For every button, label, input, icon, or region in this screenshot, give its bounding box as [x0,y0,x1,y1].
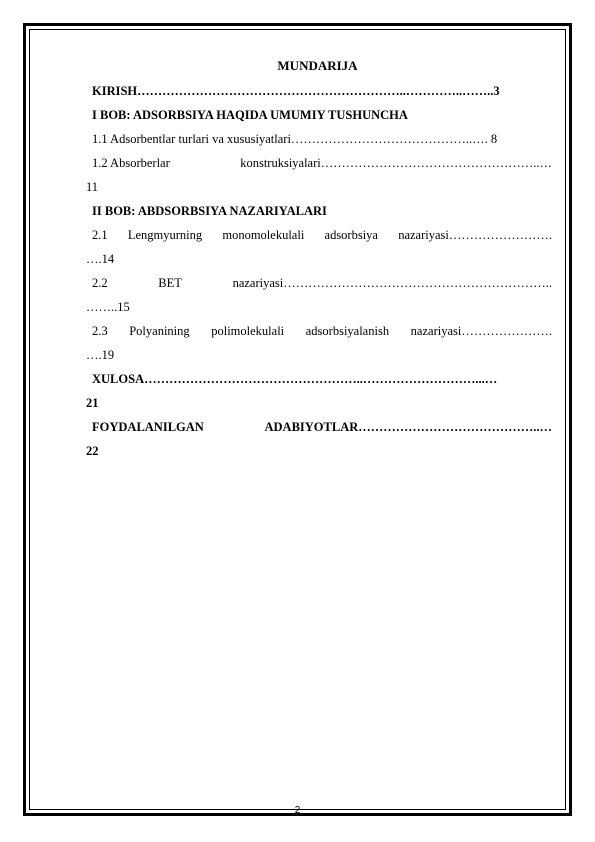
toc-word: 2.3 [92,324,108,338]
toc-entry-2-1[interactable] [92,227,552,243]
toc-entry-1-2-label: 1.2 Absorberlar [92,156,170,170]
toc-entry-xulosa-page: 21 [86,396,99,410]
toc-entry-1-1[interactable]: 1.1 Adsorbentlar turlari va xususiyatlari……………………………………..…. 8 [92,132,498,146]
toc-word: nazariyasi……………………………………………………….. [232,276,552,290]
toc-word: 2.2 [92,276,108,290]
toc-word: Polyanining [129,324,190,338]
toc-entry-2-3[interactable] [92,323,552,339]
toc-word: adsorbsiyalanish [305,324,390,338]
toc-heading-chapter-1[interactable]: I BOB: ADSORBSIYA HAQIDA UMUMIY TUSHUNCHA [92,108,408,122]
toc-word: nazariyasi…………………. [410,324,552,338]
toc-entry-1-2-dots: konstruksiyalari……………………………………………..… [240,156,552,170]
toc-entry-kirish[interactable]: KIRISH………………………………………………………..…………..……..3 [92,84,500,98]
toc-heading-chapter-2[interactable]: II BOB: ABDSORBSIYA NAZARIYALARI [92,204,327,218]
toc-word: Lengmyurning [127,228,203,242]
toc-word: 2.1 [92,228,108,242]
toc-entry-references-label: FOYDALANILGAN [92,420,204,434]
toc-word: monomolekulali [222,228,305,242]
toc-entry-references[interactable] [92,419,552,435]
toc-entry-2-1-page: ….14 [86,252,115,266]
toc-entry-1-2-page: 11 [86,180,99,194]
toc-entry-xulosa[interactable]: XULOSA……………………………………………..………………………...… [92,372,498,386]
page-number: 2 [294,805,301,816]
toc-entry-references-dots: ADABIYOTLAR……………………………………..… [264,420,552,434]
toc-entry-2-2[interactable] [92,275,552,291]
toc-word: BET [158,276,182,290]
toc-entry-1-2[interactable] [92,155,552,171]
toc-entry-2-2-page: ……..15 [86,300,130,314]
toc-word: nazariyasi……………………. [398,228,552,242]
toc-word: adsorbsiya [324,228,378,242]
toc-title: MUNDARIJA [277,58,358,73]
toc-entry-references-page: 22 [86,444,99,458]
toc-entry-2-3-page: ….19 [86,348,115,362]
toc-word: polimolekulali [211,324,285,338]
